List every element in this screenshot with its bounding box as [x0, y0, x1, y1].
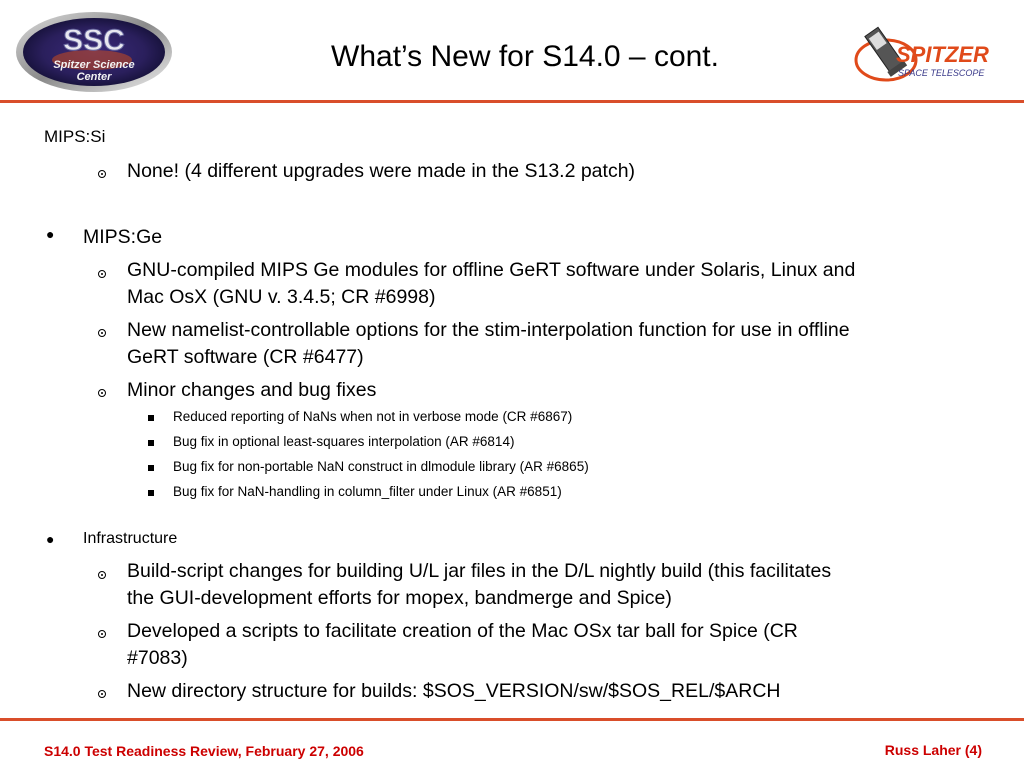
svg-text:SPITZER: SPITZER: [896, 42, 989, 67]
square-bullet-icon: [148, 465, 154, 471]
footer-event-label: S14.0 Test Readiness Review, February 27, 2006: [44, 743, 364, 759]
slide-title: What’s New for S14.0 – cont.: [331, 40, 719, 73]
circle-bullet-icon: [98, 690, 106, 698]
section-heading-mips-ge: MIPS:Ge: [83, 226, 163, 248]
sub-list-item: Bug fix in optional least-squares interpolation (AR #6814): [173, 434, 515, 449]
disc-bullet-icon: ●: [46, 531, 55, 547]
section-heading-mips-si: MIPS:Si: [44, 127, 106, 146]
list-item: New directory structure for builds: $SOS_VERSION/sw/$SOS_REL/$ARCH: [127, 680, 781, 702]
svg-text:Spitzer Science: Spitzer Science: [53, 59, 135, 71]
list-item: GNU-compiled MIPS Ge modules for offline GeRT software under Solaris, Linux and: [127, 259, 856, 281]
sub-list-item: Reduced reporting of NaNs when not in verbose mode (CR #6867): [173, 409, 573, 424]
disc-bullet-icon: ●: [46, 226, 55, 242]
list-item-continuation: #7083): [127, 647, 188, 669]
circle-bullet-icon: [98, 389, 106, 397]
square-bullet-icon: [148, 490, 154, 496]
footer-page-label: Russ Laher (4): [884, 742, 982, 758]
square-bullet-icon: [148, 415, 154, 421]
list-item: None! (4 different upgrades were made in the S13.2 patch): [127, 160, 636, 182]
svg-text:SPACE TELESCOPE: SPACE TELESCOPE: [898, 68, 985, 78]
svg-text:Center: Center: [76, 71, 112, 83]
sub-list-item: Bug fix for non-portable NaN construct in dlmodule library (AR #6865): [173, 459, 589, 474]
list-item-continuation: GeRT software (CR #6477): [127, 346, 364, 368]
list-item: Minor changes and bug fixes: [127, 379, 377, 401]
list-item: New namelist-controllable options for the stim-interpolation function for use in offline: [127, 319, 850, 341]
list-item-continuation: Mac OsX (GNU v. 3.4.5; CR #6998): [127, 286, 436, 308]
circle-bullet-icon: [98, 630, 106, 638]
square-bullet-icon: [148, 440, 154, 446]
list-item: Developed a scripts to facilitate creation of the Mac OSx tar ball for Spice (CR: [127, 620, 798, 642]
sub-list-item: Bug fix for NaN-handling in column_filter under Linux (AR #6851): [173, 484, 562, 499]
circle-bullet-icon: [98, 270, 106, 278]
circle-bullet-icon: [98, 571, 106, 579]
header-rule: [0, 100, 1024, 103]
section-heading-infrastructure: Infrastructure: [83, 530, 178, 547]
circle-bullet-icon: [98, 329, 106, 337]
list-item-continuation: the GUI-development efforts for mopex, bandmerge and Spice): [127, 587, 672, 609]
svg-text:SSC: SSC: [63, 24, 125, 57]
circle-bullet-icon: [98, 170, 106, 178]
list-item: Build-script changes for building U/L jar files in the D/L nightly build (this facilitates: [127, 560, 832, 582]
footer-rule: [0, 718, 1024, 721]
